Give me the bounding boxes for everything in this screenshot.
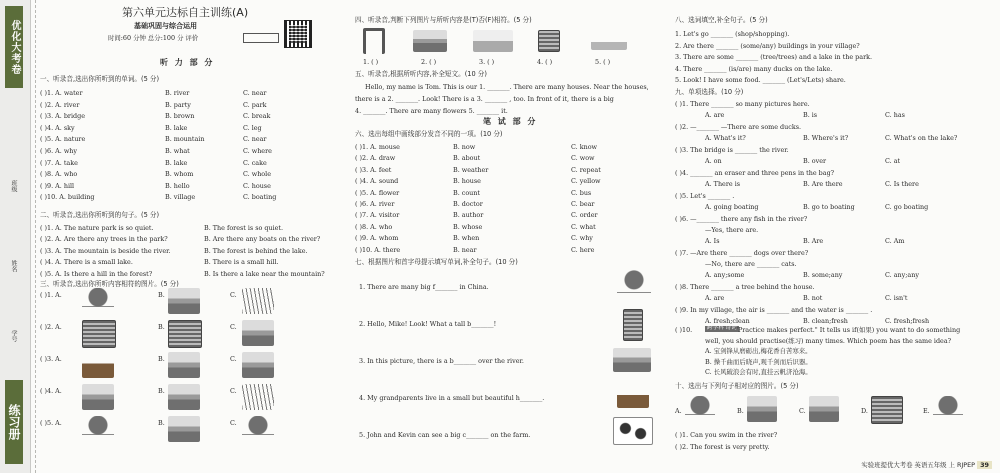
- mc-option: B. Where's it?: [803, 134, 849, 142]
- option-a: ( )3. A. The mountain is beside the river.: [40, 246, 171, 255]
- mc-option: B. some;any: [803, 271, 843, 279]
- option-c: C. near: [243, 89, 267, 97]
- mc-option: B. over: [803, 157, 827, 165]
- footer-text: 实验班提优大考卷 英语五年级 上 RJPEP: [861, 461, 976, 469]
- option-b: B. near: [453, 245, 477, 254]
- section-10-title: 十、选出与下列句子相对应的图片。(5 分): [675, 382, 799, 390]
- mc-question: ( )4. _______ an eraser and three pens in the bag?: [675, 169, 835, 177]
- picture-option-label: B.: [158, 323, 165, 331]
- option-b: B. The forest is behind the lake.: [204, 246, 308, 255]
- option-a: ( )5. A. nature: [40, 135, 86, 144]
- q10-line: C. 长风破浪会有时,直挂云帆济沧海。: [705, 368, 812, 376]
- option-a: ( )2. A. river: [40, 100, 80, 109]
- score-box: [243, 33, 279, 43]
- fill-in-sentence: 2. Hello, Mike! Look! What a tall b_______!: [359, 320, 497, 328]
- option-c: C. what: [571, 222, 596, 231]
- picture-option-label: ( )3. A.: [40, 355, 62, 363]
- judge-mark: 1. ( ): [363, 58, 379, 66]
- option-c: C. cake: [243, 158, 267, 167]
- mc-option: C. Am: [885, 237, 905, 245]
- option-a: ( )8. A. who: [355, 222, 393, 231]
- column-3: [675, 0, 993, 473]
- picture-option-image: [871, 396, 903, 424]
- mc-option: A. any;some: [705, 271, 745, 279]
- binding-spine: [0, 0, 31, 473]
- picture-option-image: [82, 384, 114, 410]
- mc-question: ( )5. Let's _______ .: [675, 192, 735, 200]
- picture-label: B.: [737, 407, 744, 415]
- mc-option: C. What's on the lake?: [885, 134, 958, 142]
- picture-label: C.: [799, 407, 806, 415]
- mc-option: A. fresh;clean: [705, 317, 750, 325]
- picture-option-image: [242, 352, 274, 378]
- mc-question: ( )9. In my village, the air is _______ and the water is _______ .: [675, 306, 873, 314]
- mc-option: C. Is there: [885, 180, 919, 188]
- picture-option-image: [242, 320, 274, 346]
- choose-word-sentence: 4. There _______ (is/are) many ducks on the lake.: [675, 64, 833, 73]
- cube-image: [538, 30, 560, 52]
- section-6-title: 六、选出每组中画线部分发音不同的一项。(10 分): [355, 130, 503, 138]
- option-a: ( )6. A. river: [355, 200, 395, 208]
- option-a: ( )6. A. why: [40, 147, 78, 155]
- picture-label: A.: [675, 407, 682, 415]
- judge-mark: 3. ( ): [479, 58, 495, 66]
- option-c: C. park: [243, 100, 267, 109]
- option-b: B. what: [165, 147, 190, 155]
- picture-option-image: [242, 384, 274, 410]
- picture-option-label: B.: [158, 355, 165, 363]
- option-b: B. weather: [453, 165, 489, 174]
- picture-option-label: ( )4. A.: [40, 387, 62, 395]
- option-a: ( )10. A. there: [355, 245, 401, 254]
- picture-label: E.: [923, 407, 930, 415]
- match-sentence: ( )2. The forest is very pretty.: [675, 442, 770, 451]
- option-a: ( )5. A. Is there a hill in the forest?: [40, 269, 153, 278]
- choose-word-sentence: 1. Let's go _______ (shop/shopping).: [675, 30, 790, 38]
- mc-question: ( )7. —Are there _______ dogs over there?: [675, 249, 809, 257]
- option-c: C. here: [571, 245, 595, 254]
- mc-reply: —Yes, there are.: [705, 226, 759, 234]
- option-a: ( )9. A. hill: [40, 181, 75, 190]
- cut-line: [35, 0, 36, 473]
- mc-option: A. going boating: [705, 203, 759, 211]
- option-b: B. author: [453, 211, 484, 220]
- name-field: 姓名: [10, 260, 17, 272]
- option-b: B. village: [165, 193, 196, 202]
- option-b: B. now: [453, 143, 476, 151]
- page-footer: [861, 460, 992, 469]
- section-7-title: 七、根据图片和首字母提示填写单词,补全句子。(10 分): [355, 258, 518, 266]
- choose-word-sentence: 5. Look! I have some food. _______ (Let's/Lets) share.: [675, 76, 846, 85]
- section-3-title: 三、听录音,选出你所听内容相符的图片。(5 分): [40, 280, 179, 288]
- section-5-title: 五、听录音,根据所听内容,补全短文。(10 分): [355, 70, 487, 78]
- option-a: ( )3. A. bridge: [40, 112, 85, 121]
- mc-option: A. are: [705, 294, 725, 302]
- cow-image: [613, 417, 653, 445]
- picture-option-image: [82, 320, 116, 348]
- exam-meta: 时间:60 分钟 总分:100 分 评价: [108, 34, 199, 42]
- option-c: C. bear: [571, 200, 595, 208]
- picture-label: D.: [861, 407, 868, 415]
- option-a: ( )5. A. flower: [355, 188, 400, 197]
- option-c: C. know: [571, 143, 598, 151]
- option-b: B. lake: [165, 123, 188, 132]
- option-c: C. near: [243, 135, 267, 144]
- mc-option: C. go boating: [885, 203, 929, 211]
- mc-option: A. What's it?: [705, 134, 746, 142]
- option-b: B. count: [453, 188, 480, 197]
- picture-option-label: C.: [230, 355, 237, 363]
- option-a: ( )1. A. water: [40, 89, 83, 97]
- picture-option-image: [168, 288, 200, 314]
- option-b: B. party: [165, 100, 191, 109]
- mc-question: ( )2. —_______ —There are some ducks.: [675, 123, 802, 131]
- mc-option: B. not: [803, 294, 823, 302]
- option-b: B. brown: [165, 112, 195, 121]
- listening-heading: 听 力 部 分: [160, 58, 215, 67]
- mc-option: B. go to boating: [803, 203, 855, 211]
- mc-option: B. is: [803, 111, 818, 119]
- mc-option: A. are: [705, 111, 725, 119]
- q10-tag: 跨学科 诗词: [707, 325, 737, 331]
- picture-option-image: [168, 352, 200, 378]
- page-title: 第六单元达标自主训练(A): [122, 6, 249, 19]
- picture-option-label: C.: [230, 387, 237, 395]
- judge-mark: 5. ( ): [595, 58, 611, 66]
- picture-option-label: B.: [158, 387, 165, 395]
- picture-option-label: ( )1. A.: [40, 291, 62, 299]
- option-a: ( )10. A. building: [40, 193, 95, 202]
- qr-code-icon: [284, 20, 312, 48]
- subtitle: 基础巩固与综合运用: [134, 22, 197, 30]
- choose-word-sentence: 3. There are some _______ (tree/trees) and a lake in the park.: [675, 53, 873, 62]
- option-b: B. about: [453, 154, 481, 163]
- passage-line: Hello, my name is Tom. This is our 1. _______. There are many houses. Near the houses,: [365, 83, 649, 91]
- option-a: ( )2. A. draw: [355, 154, 396, 163]
- mc-question: ( )6. —_______ there any fish in the river?: [675, 215, 808, 223]
- option-c: C. yellow: [571, 177, 601, 186]
- section-2-title: 二、听录音,选出你所听到的句子。(5 分): [40, 211, 160, 219]
- mc-option: A. There is: [705, 180, 741, 188]
- mc-option: C. any;any: [885, 271, 919, 279]
- q10-line: B. 操千曲而后晓声,观千剑而后识器。: [705, 357, 812, 366]
- judge-mark: 4. ( ): [537, 58, 553, 66]
- mc-option: B. clean;fresh: [803, 317, 848, 325]
- mc-option: C. isn't: [885, 294, 908, 302]
- class-field: 班级: [10, 180, 17, 192]
- option-c: C. repeat: [571, 165, 601, 174]
- option-b: B. house: [453, 177, 481, 186]
- section-8-title: 八、选词填空,补全句子。(5 分): [675, 16, 768, 24]
- mc-reply: —No, there are _______ cats.: [705, 260, 797, 268]
- picture-option-image: [82, 416, 114, 442]
- picture-option-image: [242, 288, 274, 314]
- option-c: C. boating: [243, 193, 277, 202]
- option-a: ( )2. A. Are there any trees in the park?: [40, 235, 168, 244]
- option-b: B. whom: [165, 170, 194, 179]
- section-4-title: 四、听录音,判断下列图片与所听内容是(T)否(F)相符。(5 分): [355, 16, 532, 24]
- number-field: 学号: [10, 330, 17, 342]
- mc-option: B. Are: [803, 237, 824, 245]
- picture-option-label: ( )2. A.: [40, 323, 62, 331]
- option-c: C. leg: [243, 123, 262, 132]
- mc-option: C. at: [885, 157, 901, 165]
- mc-option: A. Is: [705, 237, 720, 245]
- choose-word-sentence: 2. Are there _______ (some/any) buildings in your village?: [675, 41, 860, 50]
- mc-question: ( )8. There _______ a tree behind the house.: [675, 283, 815, 291]
- option-a: ( )3. A. feet: [355, 165, 392, 174]
- column-1: [40, 0, 325, 473]
- lake-image: [591, 34, 627, 50]
- option-b: B. Are there any boats on the river?: [204, 235, 321, 244]
- option-a: ( )7. A. visitor: [355, 211, 400, 220]
- option-b: B. lake: [165, 158, 188, 167]
- mc-option: A. on: [705, 157, 722, 165]
- option-b: B. hello: [165, 181, 190, 190]
- brand-logo-bottom: 练习册: [5, 380, 23, 464]
- option-c: C. whole: [243, 170, 271, 179]
- picture-option-label: B.: [158, 291, 165, 299]
- q10-line: "Practice makes perfect." It tells us if(如果) you want to do something: [735, 326, 961, 334]
- mc-question: ( )1. There _______ so many pictures here.: [675, 100, 810, 108]
- q10-line: A. 宝剑锋从磨砺出,梅花香自苦寒来。: [705, 347, 812, 355]
- picture-option-image: [242, 416, 274, 442]
- option-a: ( )1. A. mouse: [355, 143, 400, 151]
- mc-question: ( )3. The bridge is _______ the river.: [675, 146, 789, 154]
- section-9-title: 九、单项选择。(10 分): [675, 88, 744, 96]
- page-number: 39: [977, 461, 992, 469]
- written-heading: 笔 试 部 分: [483, 117, 538, 126]
- option-b: B. mountain: [165, 135, 205, 144]
- picture-option-image: [168, 320, 202, 348]
- house-image: [617, 384, 649, 408]
- q10-number: ( )10.: [675, 326, 693, 334]
- option-c: C. where: [243, 147, 272, 155]
- picture-option-label: B.: [158, 419, 165, 427]
- picture-option-image: [809, 396, 839, 422]
- option-c: C. bus: [571, 188, 592, 197]
- picture-option-label: C.: [230, 323, 237, 331]
- option-c: C. why: [571, 234, 593, 243]
- picture-option-label: ( )5. A.: [40, 419, 62, 427]
- option-a: ( )4. A. There is a small lake.: [40, 258, 133, 267]
- trees-image: [413, 30, 447, 52]
- fill-in-sentence: 4. My grandparents live in a small but beautiful h_______.: [359, 394, 545, 402]
- q10-line: well, you should practise(练习) many times. Which poem has the same idea?: [705, 336, 952, 345]
- forest-image: [617, 268, 651, 302]
- picture-option-image: [168, 416, 200, 442]
- passage-line: 4. _______. There are many flowers 5. _______ it.: [355, 107, 508, 115]
- option-a: ( )1. A. The nature park is so quiet.: [40, 224, 154, 232]
- option-b: B. whose: [453, 222, 483, 231]
- chair-image: [363, 28, 385, 54]
- picture-option-label: C.: [230, 291, 237, 299]
- picture-option-image: [747, 396, 777, 422]
- picture-option-image: [168, 384, 200, 410]
- option-b: B. doctor: [453, 200, 483, 208]
- brand-logo-top: 优化大考卷: [5, 6, 23, 88]
- picture-option-image: [82, 352, 114, 378]
- bridge-image: [613, 348, 651, 372]
- match-sentence: ( )1. Can you swim in the river?: [675, 431, 778, 439]
- option-c: C. order: [571, 211, 598, 220]
- column-2: [355, 0, 660, 473]
- building-image: [623, 309, 643, 341]
- option-c: C. wow: [571, 154, 595, 163]
- option-c: C. house: [243, 181, 271, 190]
- fill-in-sentence: 5. John and Kevin can see a big c_______ on the farm.: [359, 431, 531, 439]
- fill-in-sentence: 1. There are many big f_______ in China.: [359, 283, 489, 291]
- option-b: B. The forest is so quiet.: [204, 224, 284, 232]
- picture-option-label: C.: [230, 419, 237, 427]
- option-a: ( )4. A. sound: [355, 177, 399, 186]
- option-b: B. Is there a lake near the mountain?: [204, 269, 325, 278]
- option-b: B. when: [453, 234, 480, 243]
- option-b: B. There is a small hill.: [204, 258, 279, 267]
- mc-option: C. has: [885, 111, 905, 119]
- option-a: ( )7. A. take: [40, 158, 78, 167]
- option-c: C. break: [243, 112, 271, 121]
- picture-option-image: [685, 396, 715, 422]
- fill-in-sentence: 3. In this picture, there is a b_______ over the river.: [359, 357, 524, 365]
- river-image: [473, 30, 513, 52]
- mc-option: B. Are there: [803, 180, 843, 188]
- mc-option: C. fresh;fresh: [885, 317, 930, 325]
- option-b: B. river: [165, 89, 190, 97]
- picture-option-image: [82, 288, 114, 314]
- option-a: ( )9. A. whom: [355, 234, 399, 243]
- picture-option-image: [933, 396, 963, 422]
- judge-mark: 2. ( ): [421, 58, 437, 66]
- section-1-title: 一、听录音,选出你所听到的单词。(5 分): [40, 75, 160, 83]
- option-a: ( )8. A. who: [40, 170, 78, 179]
- passage-line: there is a 2. _______. Look! There is a 3. _______ , too. In front of it, there is a big: [355, 95, 614, 103]
- option-a: ( )4. A. sky: [40, 123, 75, 132]
